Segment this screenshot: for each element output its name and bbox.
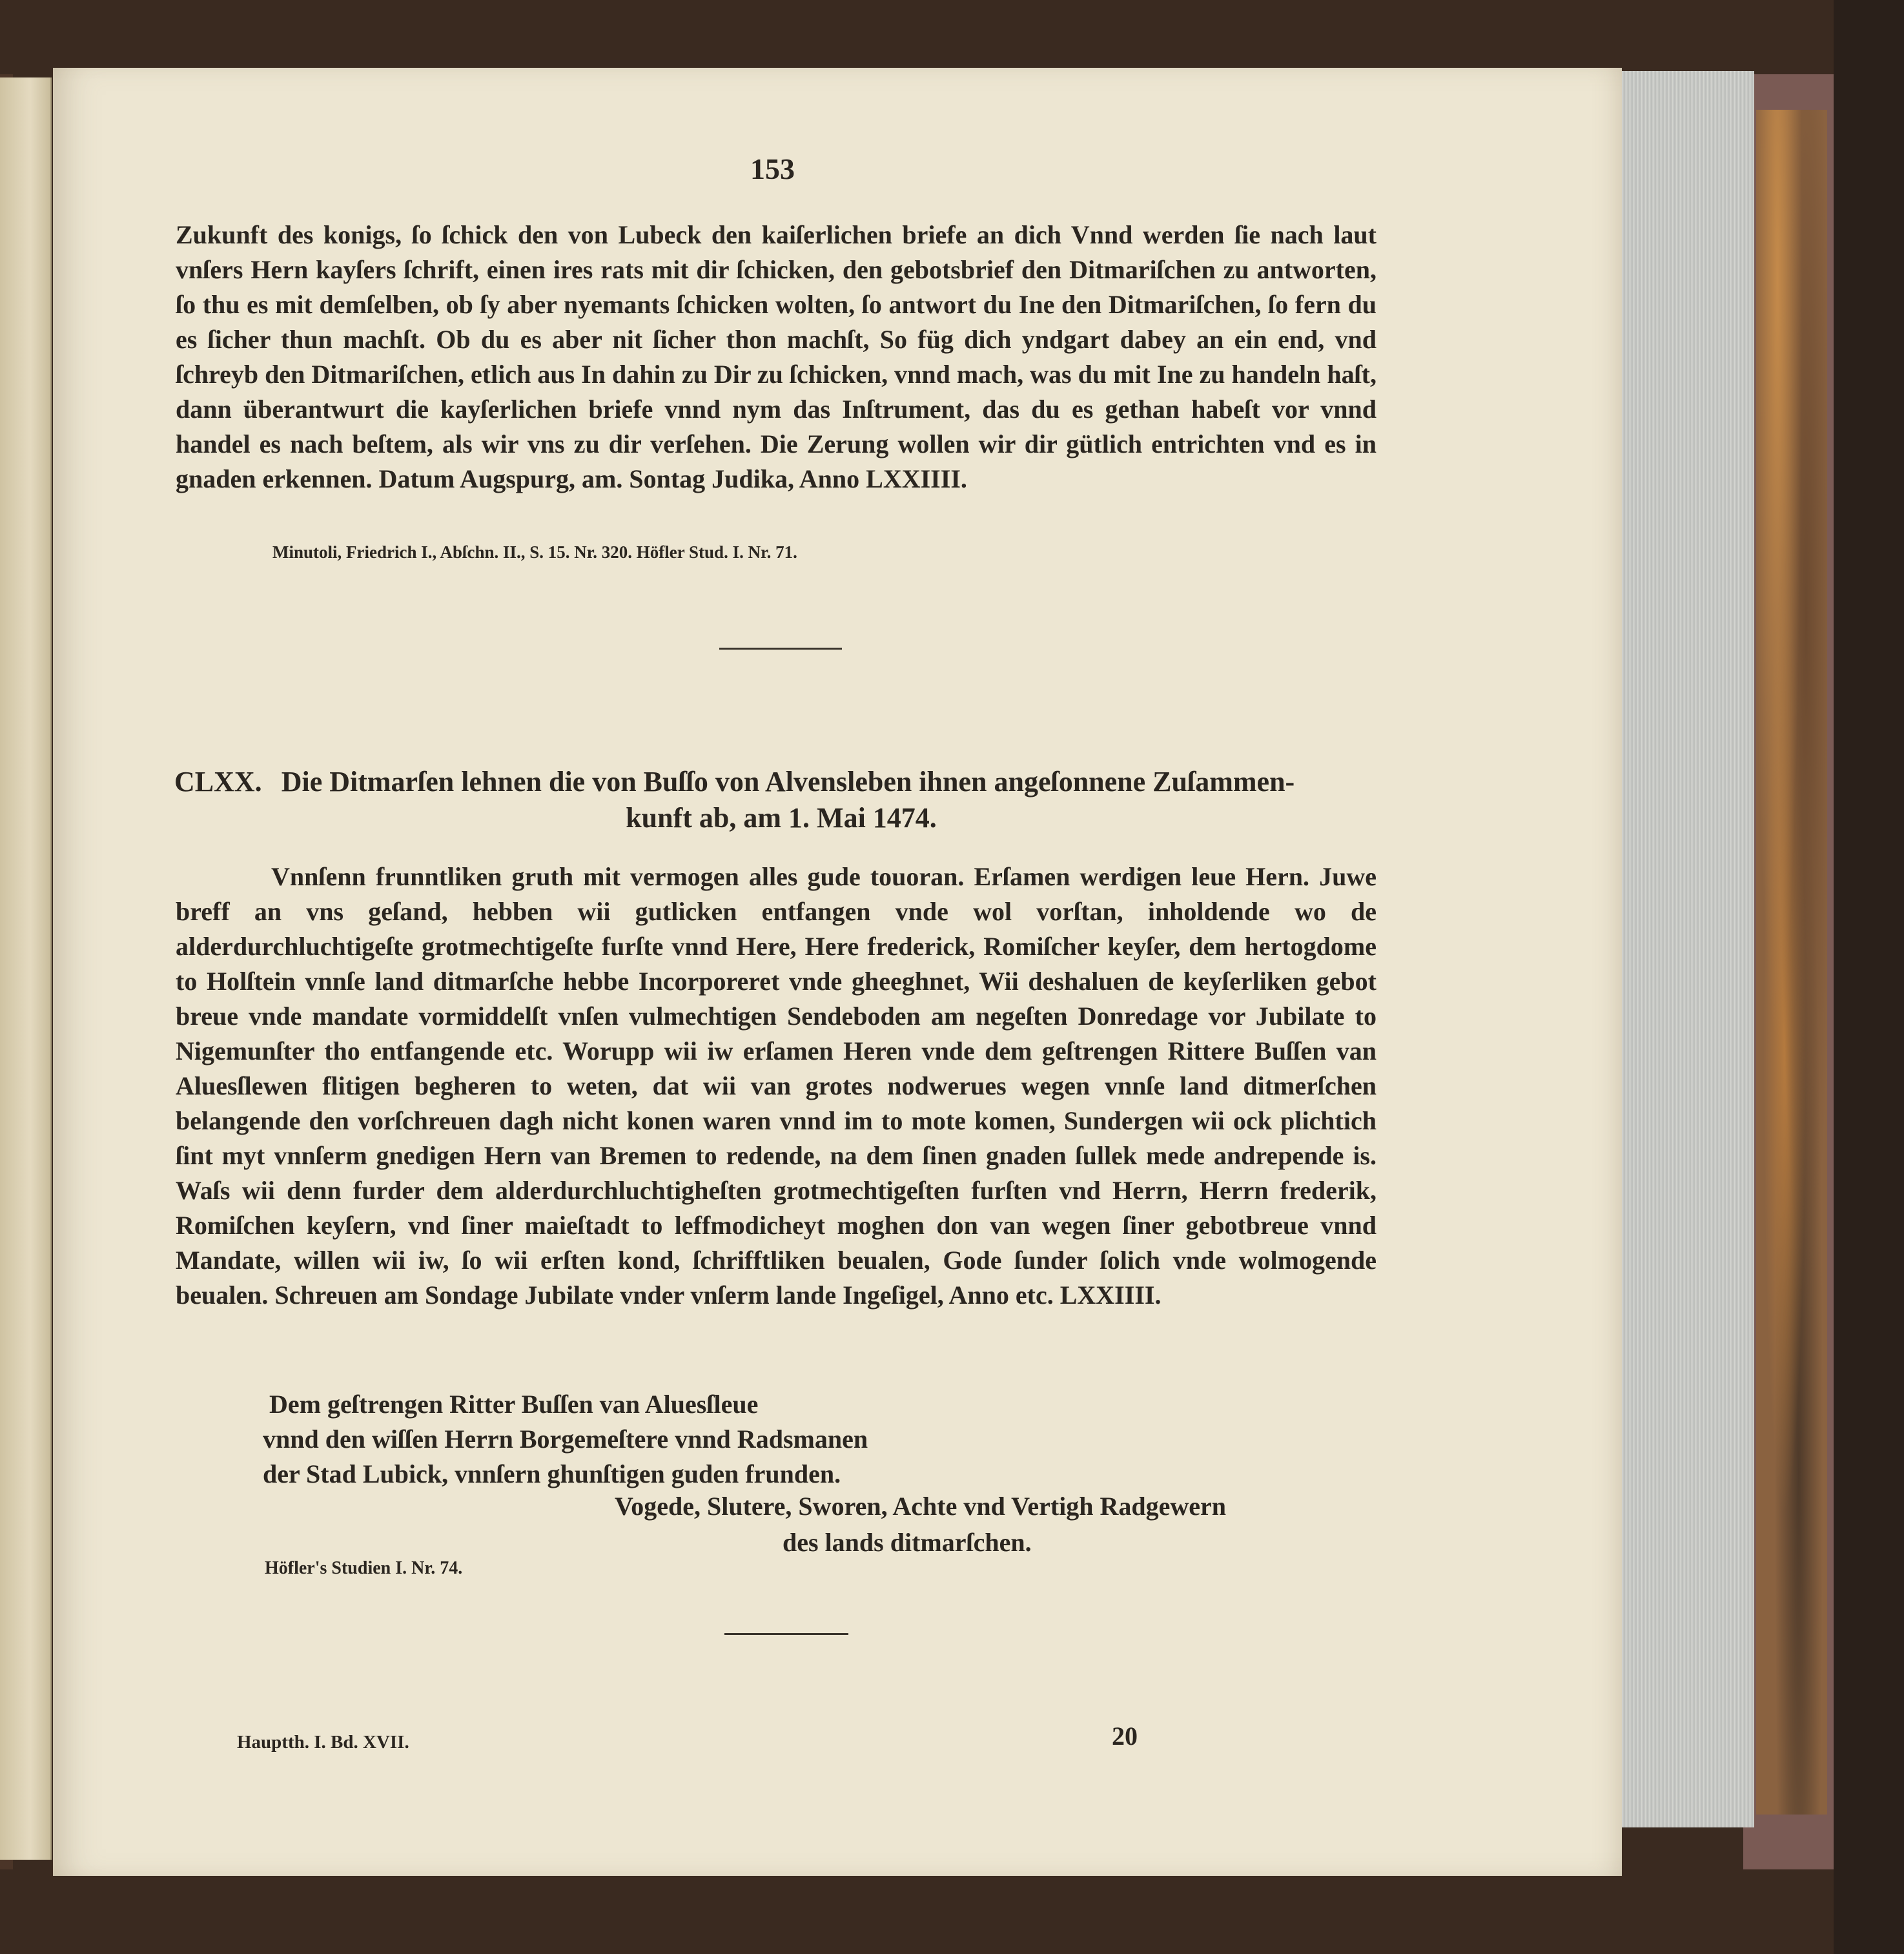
section-divider <box>724 1633 848 1635</box>
citation: Minutoli, Friedrich I., Abſchn. II., S. 15. Nr. 320. Höfler Stud. I. Nr. 71. <box>272 542 797 562</box>
heading-line-1: Die Ditmarſen lehnen die von Buſſo von Alvensleben ihnen angeſonnene Zuſammen- <box>281 766 1295 797</box>
address-line: Dem geſtrengen Ritter Buſſen van Aluesſleue <box>269 1390 759 1419</box>
page-number: 153 <box>750 152 795 185</box>
letter-paragraph: Vnnſenn frunntliken gruth mit vermogen alles gude touoran. Erſamen werdigen leue Hern. Juwe breff an vns geſand, hebben wii gutlicken entfangen vnde wol vorſtan, inholdende wo de alderdurchluchtigeſte grotmechtigeſte furſte vnnd Here, Here frederick, Romiſcher keyſer, dem hertogdome to Holſtein vnnſe land ditmarſche hebbe Incorporeret vnde gheeghnet, Wii deshaluen de keyſerliken gebot breue vnde mandate vormiddelſt vnſen vulmechtigen Sendeboden am negeſten Donredage vor Jubilate to Nigemunſter tho entfangende etc. Worupp wii iw erſamen Heren vnde dem geſtrengen Rittere Buſſen van Aluesſlewen flitigen begheren to weten, dat wii van grotes nodwerues wegen vnnſe land ditmerſchen belangende den vorſchreuen dagh nicht konen waren vnnd im to mote komen, Sundergen wii ock plichtich ſint myt vnnſerm gnedigen Hern van Bremen to redende, na dem ſinen gnaden ſullek mede andrepende is. Waſs wii denn furder dem alderdurchluchtigheſten grotmechtigeſten furſten vnd Herrn, Herrn frederik, Romiſchen keyſern, vnd ſiner maieſtadt to leffmodicheyt moghen don van wegen ſiner gebotbreue vnnd Mandate, willen wii iw, ſo wii erſten kond, ſchrifftliken beualen, Gode ſunder ſolich vnde wolmogende beualen. Schreuen am Sondage Jubilate vnder vnſerm lande Ingeſigel, Anno etc. LXXIIII. <box>176 862 1377 1310</box>
book-page <box>53 68 1622 1876</box>
signature-line: Vogede, Slutere, Sworen, Achte vnd Vertigh Radgewern <box>615 1492 1227 1521</box>
heading-line-2: kunft ab, am 1. Mai 1474. <box>626 802 937 834</box>
document-heading <box>174 764 1388 836</box>
document-number: CLXX. <box>174 766 262 797</box>
previous-page-edge <box>0 77 52 1860</box>
continued-paragraph: Zukunft des konigs, ſo ſchick den von Lubeck den kaiſerlichen briefe an dich Vnnd werden ſie nach laut vnſers Hern kayſers ſchrift, einen ires rats mit dir ſchicken, den gebotsbrief den Ditmariſchen zu antworten, ſo thu es mit demſelben, ob ſy aber nyemants ſchicken wolten, ſo antwort du Ine den Ditmariſchen, ſo fern du es ſicher thun machſt. Ob du es aber nit ſicher thon machſt, So füg dich yndgart dabey an ein end, vnd ſchreyb den Ditmariſchen, etlich aus In dahin zu Dir zu ſchicken, vnnd mach, was du mit Ine zu handeln haſt, dann überantwurt die kayſerlichen briefe vnnd nym das Inſtrument, das du es gethan habeſt vor vnnd handel es nach beſtem, als wir vns zu dir verſehen. Die Zerung wollen wir dir gütlich entrichten vnd es in gnaden erkennen. Datum Augspurg, am. Sontag Judika, Anno LXXIIII. <box>176 220 1377 493</box>
signature-line: des lands ditmarſchen. <box>783 1528 1032 1557</box>
letter-body <box>176 859 1377 1313</box>
page-content <box>53 68 1622 1876</box>
source-reference: Höfler's Studien I. Nr. 74. <box>265 1558 463 1578</box>
address-block <box>263 1387 868 1492</box>
address-line: vnnd den wiſſen Herrn Borgemeſtere vnnd Radsmanen <box>263 1424 868 1454</box>
background-right <box>1834 0 1904 1954</box>
footer-signature-mark: Hauptth. I. Bd. XVII. <box>237 1732 409 1753</box>
address-line: der Stad Lubick, vnnſern ghunſtigen guden frunden. <box>263 1459 841 1488</box>
section-divider <box>719 648 842 650</box>
signature-block <box>615 1488 1260 1561</box>
marbled-endpaper <box>1756 110 1827 1815</box>
continued-text <box>176 218 1377 497</box>
sheet-number: 20 <box>1112 1722 1138 1751</box>
page-block-edges <box>1617 71 1754 1827</box>
